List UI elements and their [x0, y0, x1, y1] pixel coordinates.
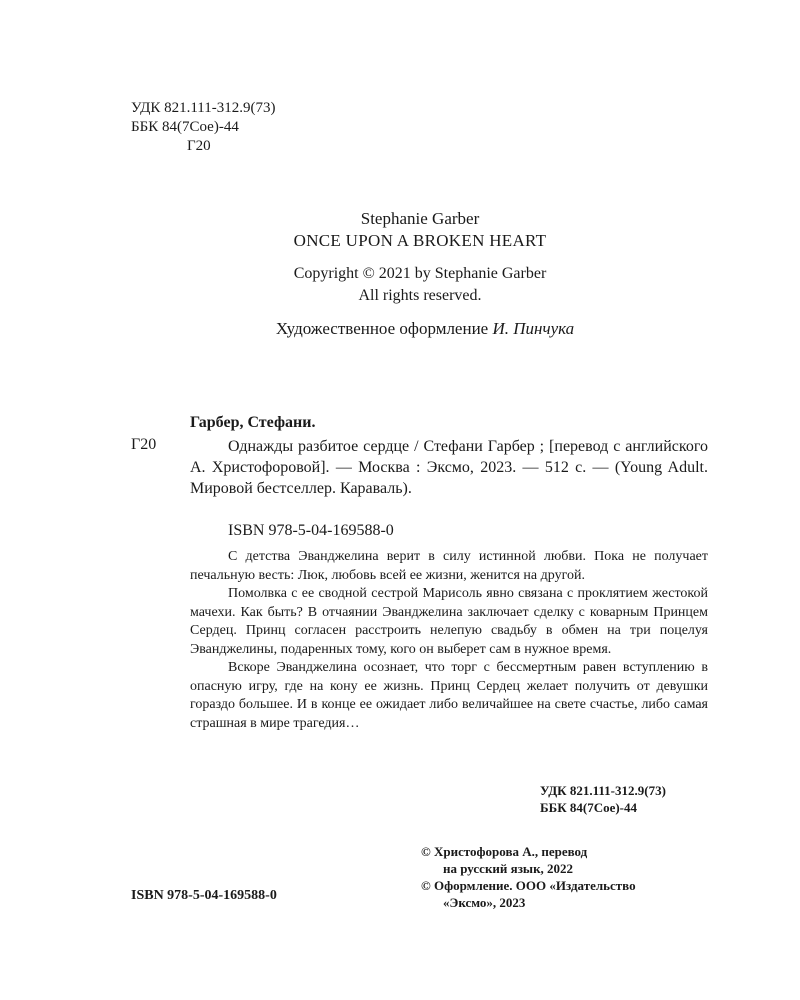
- author-mark: Г20: [187, 138, 211, 154]
- rights-notice: All rights reserved.: [358, 287, 482, 304]
- copyright-line: на русский язык, 2022: [443, 861, 574, 876]
- design-label: Художественное оформление: [275, 319, 489, 338]
- design-credit: [0, 319, 800, 339]
- annotation-paragraph: Вскоре Эванджелина осознает, что торг с бессмертным равен вступлению в опасную игру, где на кону ее жизнь. Принц Сердец желает получить от девушки гораздо большее. И в конце ее ожидает либо величайшее на свете счастье, либо самая страшная в мире трагедия…: [190, 660, 708, 731]
- bibliography-code: Г20: [131, 436, 157, 453]
- copyright-line: «Эксмо», 2023: [443, 895, 526, 910]
- bibliography-author: Гарбер, Стефани.: [190, 414, 316, 431]
- udk-code: УДК 821.111-312.9(73): [131, 100, 276, 116]
- bibliography-isbn: ISBN 978-5-04-169588-0: [228, 522, 394, 539]
- original-author: Stephanie Garber: [360, 209, 480, 228]
- udk-code-bottom: УДК 821.111-312.9(73): [540, 783, 666, 798]
- bbk-code: ББК 84(7Сое)-44: [131, 119, 239, 135]
- annotation-paragraph: Помолвка с ее сводной сестрой Марисоль явно связана с проклятием жестокой мачехи. Как быть? В отчаянии Эванджелина заключает сделку с коварным Принцем Сердец. Принц согласен расстроить нелепую свадьбу в обмен на три поцелуя Эванджелины, подаренных тому, кого он выберет сам в нужное время.: [190, 586, 708, 657]
- annotation: [190, 548, 708, 733]
- classification-block: [131, 99, 275, 156]
- annotation-paragraph: С детства Эванджелина верит в силу истинной любви. Пока не получает печальную весть: Люк, любовь всей ее жизни, женится на другой.: [190, 549, 708, 583]
- classification-bottom: [540, 782, 666, 816]
- copyright-line: © Оформление. ООО «Издательство: [421, 878, 636, 893]
- copyright-block: [421, 843, 636, 911]
- design-artist: И. Пинчука: [492, 319, 575, 338]
- bibliography-record: Однажды разбитое сердце / Стефани Гарбер ; [перевод с английского А. Христофоровой]. — Москва : Эксмо, 2023. — 512 с. — (Young Adult. Мировой бестселлер. Караваль).: [190, 438, 708, 497]
- bbk-code-bottom: ББК 84(7Сое)-44: [540, 800, 638, 815]
- original-title: ONCE UPON A BROKEN HEART: [293, 231, 547, 250]
- copyright-line: © Христофорова А., перевод: [421, 844, 588, 859]
- copyright-notice: Copyright © 2021 by Stephanie Garber: [293, 265, 547, 282]
- isbn-bottom: ISBN 978-5-04-169588-0: [131, 888, 277, 903]
